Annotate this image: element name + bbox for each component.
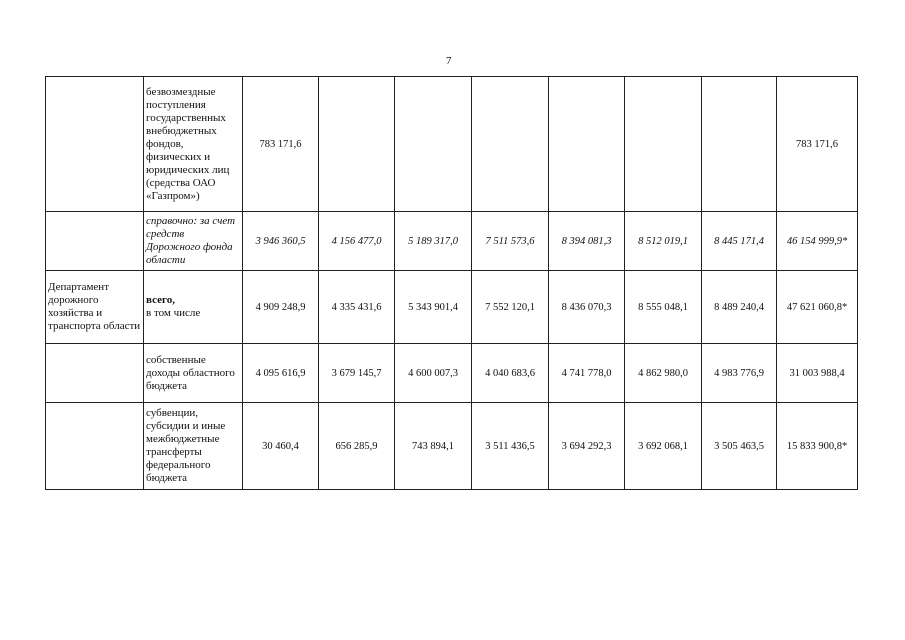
table-row — [46, 344, 858, 403]
table-row — [46, 77, 858, 212]
department-cell: Департамент дорожного хозяйства и транспорта области — [46, 271, 144, 344]
value-cell: 4 095 616,9 — [243, 344, 319, 403]
including-label: в том числе — [146, 307, 201, 319]
value-cell: 7 511 573,6 — [472, 212, 549, 271]
value-cell: 5 343 901,4 — [395, 271, 472, 344]
value-cell: 4 983 776,9 — [702, 344, 777, 403]
value-cell: 4 156 477,0 — [319, 212, 395, 271]
value-cell — [549, 77, 625, 212]
department-cell — [46, 212, 144, 271]
value-cell: 4 600 007,3 — [395, 344, 472, 403]
value-cell: 8 445 171,4 — [702, 212, 777, 271]
funding-source-cell — [144, 271, 243, 344]
budget-table — [45, 76, 858, 490]
total-cell: 783 171,6 — [777, 77, 858, 212]
value-cell: 4 909 248,9 — [243, 271, 319, 344]
department-cell — [46, 344, 144, 403]
value-cell: 4 862 980,0 — [625, 344, 702, 403]
value-cell: 3 692 068,1 — [625, 403, 702, 490]
value-cell: 8 512 019,1 — [625, 212, 702, 271]
value-cell: 3 679 145,7 — [319, 344, 395, 403]
value-cell: 3 694 292,3 — [549, 403, 625, 490]
table-row — [46, 403, 858, 490]
value-cell: 8 555 048,1 — [625, 271, 702, 344]
value-cell: 4 741 778,0 — [549, 344, 625, 403]
value-cell: 4 040 683,6 — [472, 344, 549, 403]
total-cell: 47 621 060,8* — [777, 271, 858, 344]
funding-source-cell: собственные доходы областного бюджета — [144, 344, 243, 403]
value-cell: 30 460,4 — [243, 403, 319, 490]
value-cell — [472, 77, 549, 212]
value-cell — [319, 77, 395, 212]
funding-source-cell: справочно: за счет средств Дорожного фонда области — [144, 212, 243, 271]
value-cell: 8 436 070,3 — [549, 271, 625, 344]
value-cell: 3 946 360,5 — [243, 212, 319, 271]
total-cell: 46 154 999,9* — [777, 212, 858, 271]
value-cell: 743 894,1 — [395, 403, 472, 490]
total-cell: 15 833 900,8* — [777, 403, 858, 490]
funding-source-cell: безвозмездные поступления государственных внебюджетных фондов, физических и юридических лиц (средства ОАО «Газпром») — [144, 77, 243, 212]
page-number: 7 — [446, 55, 452, 67]
value-cell: 8 394 081,3 — [549, 212, 625, 271]
department-cell — [46, 403, 144, 490]
value-cell — [625, 77, 702, 212]
total-cell: 31 003 988,4 — [777, 344, 858, 403]
value-cell: 4 335 431,6 — [319, 271, 395, 344]
table-row — [46, 271, 858, 344]
value-cell: 5 189 317,0 — [395, 212, 472, 271]
total-label: всего, — [146, 294, 175, 306]
value-cell — [395, 77, 472, 212]
value-cell: 3 511 436,5 — [472, 403, 549, 490]
value-cell: 656 285,9 — [319, 403, 395, 490]
funding-source-cell: субвенции, субсидии и иные межбюджетные трансферты федерального бюджета — [144, 403, 243, 490]
value-cell: 3 505 463,5 — [702, 403, 777, 490]
value-cell: 7 552 120,1 — [472, 271, 549, 344]
value-cell — [702, 77, 777, 212]
department-cell — [46, 77, 144, 212]
table-row — [46, 212, 858, 271]
value-cell: 8 489 240,4 — [702, 271, 777, 344]
value-cell: 783 171,6 — [243, 77, 319, 212]
